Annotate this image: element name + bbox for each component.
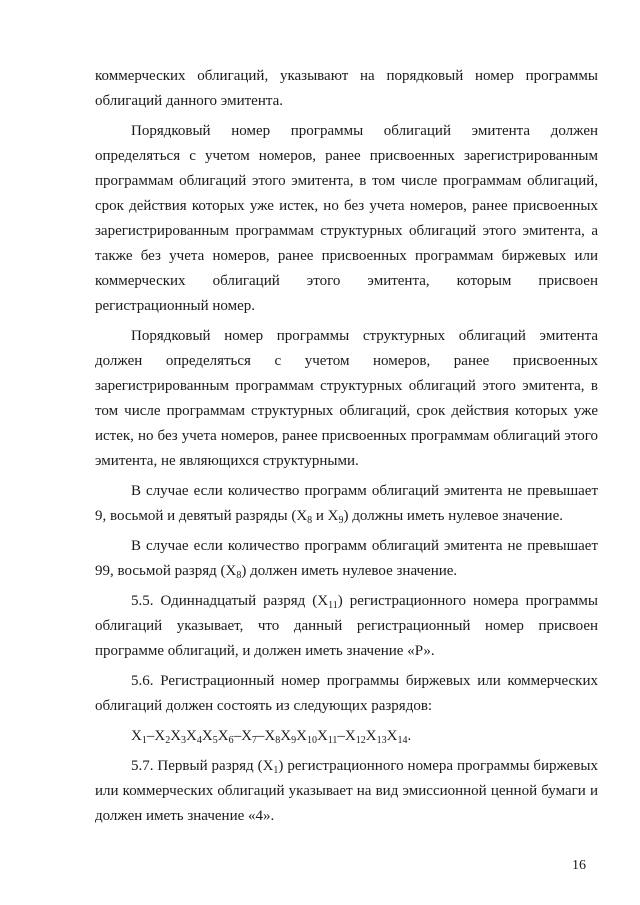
formula-symbol: X (386, 728, 398, 744)
formula-subscript: 11 (327, 735, 338, 746)
registration-number-formula (95, 724, 598, 749)
formula-subscript: 6 (228, 735, 234, 746)
formula-symbol: –X (256, 728, 276, 744)
formula-symbol: X (316, 728, 328, 744)
formula-symbol: X (186, 728, 197, 744)
page-number: 16 (572, 858, 586, 873)
formula-subscript: 9 (291, 735, 297, 746)
formula-subscript: 3 (181, 735, 187, 746)
formula-symbol: X (296, 728, 307, 744)
formula-subscript: 14 (397, 735, 408, 746)
formula-symbol: X (365, 728, 377, 744)
formula-subscript: 5 (212, 735, 218, 746)
body-text (95, 64, 598, 829)
formula-symbol: . (407, 728, 412, 744)
formula-subscript: 7 (251, 735, 257, 746)
formula-subscript: 1 (141, 735, 147, 746)
formula-subscript: 13 (376, 735, 387, 746)
formula-subscript: 8 (275, 735, 281, 746)
formula-symbol: –X (233, 728, 252, 744)
formula-symbol: X (170, 728, 182, 744)
formula-symbol: X (131, 728, 142, 744)
formula-symbol: –X (146, 728, 166, 744)
formula-symbol: –X (337, 728, 356, 744)
paragraph-continuation: коммерческих облигаций, указывают на порядковый номер программы облигаций данного эмитента. (95, 68, 598, 109)
paragraph-section-5-6: 5.6. Регистрационный номер программы биржевых или коммерческих облигаций должен состоять из следующих разрядов: (95, 673, 598, 714)
formula-symbol: X (280, 728, 292, 744)
paragraph-section-5-7: 5.7. Первый разряд $(X_1)$ регистрационного номера программы биржевых или коммерческих облигаций указывает на вид эмиссионной ценной бумаги и должен иметь значение «4». (95, 758, 598, 824)
paragraph-programs-up-to-99: В случае если количество программ облигаций эмитента не превышает 99, восьмой разряд $(X_8)$ должен иметь нулевое значение. (95, 538, 598, 581)
paragraph-programs-up-to-9: В случае если количество программ облигаций эмитента не превышает 9, восьмой и девятый разряды ($X_8$ и $X_9$) должны иметь нулевое значение. (95, 483, 598, 526)
formula-subscript: 10 (306, 735, 317, 746)
paragraph-structured-program-number: Порядковый номер программы структурных облигаций эмитента должен определяться с учетом номеров, ранее присвоенных зарегистрированным программам структурных облигаций этого эмитента, в том числе программам структурных облигаций, срок действия которых уже истек, но без учета номеров, ранее присвоенных программам облигаций этого эмитента, не являющихся структурными. (95, 328, 598, 469)
paragraph-program-number: Порядковый номер программы облигаций эмитента должен определяться с учетом номеров, ранее присвоенных зарегистрированным программам облигаций этого эмитента, в том числе программам облигаций, срок действия которых уже истек, но без учета номеров, ранее присвоенных зарегистрированным программам структурных облигаций этого эмитента, а также без учета номеров, ранее присвоенных программам биржевых или коммерческих облигаций этого эмитента, которым присвоен регистрационный номер. (95, 123, 598, 314)
formula-symbol: X (217, 728, 229, 744)
formula-symbol: X (201, 728, 213, 744)
formula-subscript: 2 (165, 735, 171, 746)
formula-subscript: 12 (355, 735, 366, 746)
paragraph-section-5-5: 5.5. Одиннадцатый разряд $(X_{11})$ регистрационного номера программы облигаций указывает, что данный регистрационный номер присвоен программе облигаций, и должен иметь значение «Р». (95, 593, 598, 659)
formula-subscript: 4 (196, 735, 202, 746)
